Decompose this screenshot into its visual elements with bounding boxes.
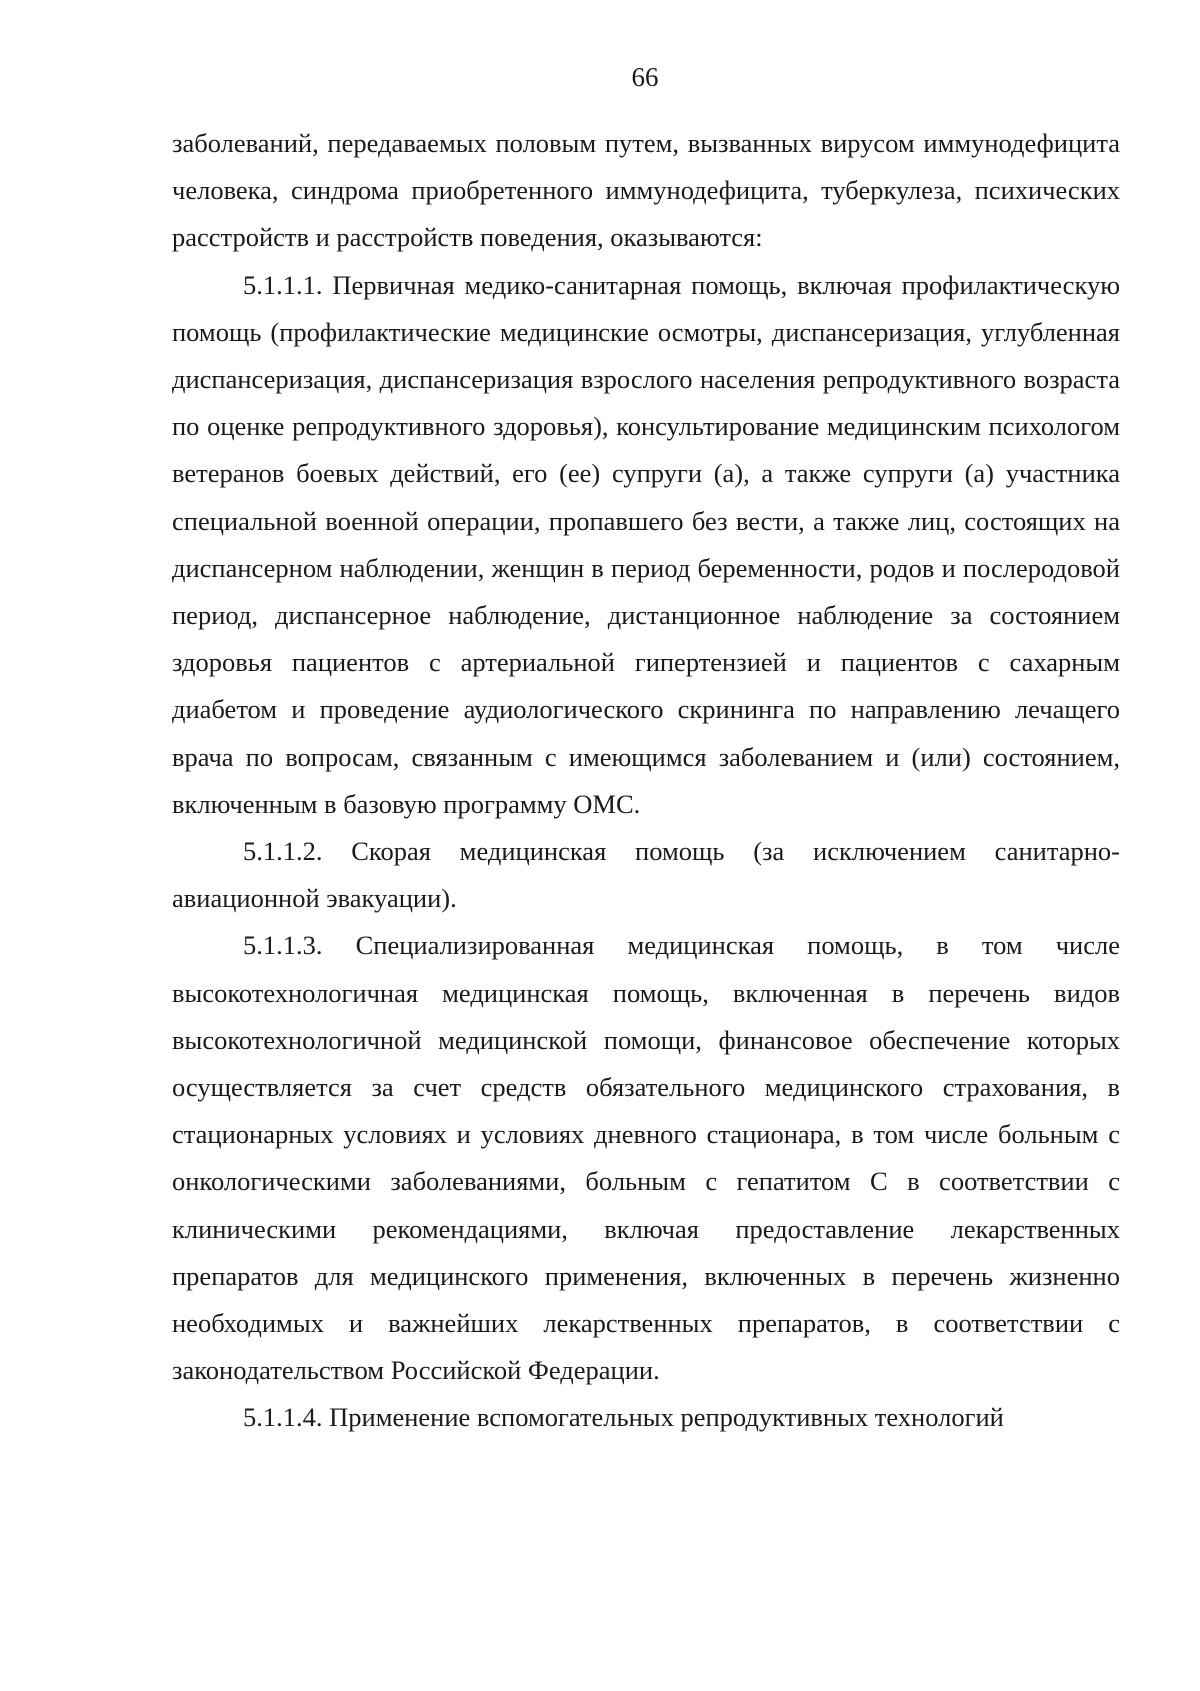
document-body [172, 120, 1120, 1442]
paragraph-5-1-1-1: 5.1.1.1. Первичная медико-санитарная помощь, включая профилактическую помощь (профилактические медицинские осмотры, диспансеризация, углубленная диспансеризация, диспансеризация взрослого населения репродуктивного возраста по оценке репродуктивного здоровья), консультирование медицинским психологом ветеранов боевых действий, его (ее) супруги (а), а также супруги (а) участника специальной военной операции, пропавшего без вести, а также лиц, состоящих на диспансерном наблюдении, женщин в период беременности, родов и послеродовой период, диспансерное наблюдение, дистанционное наблюдение за состоянием здоровья пациентов с артериальной гипертензией и пациентов с сахарным диабетом и проведение аудиологического скрининга по направлению лечащего врача по вопросам, связанным с имеющимся заболеванием и (или) состоянием, включенным в базовую программу ОМС. [172, 269, 1120, 819]
paragraph-5-1-1-3: 5.1.1.3. Специализированная медицинская помощь, в том числе высокотехнологичная медицинская помощь, включенная в перечень видов высокотехнологичной медицинской помощи, финансовое обеспечение которых осуществляется за счет средств обязательного медицинского страхования, в стационарных условиях и условиях дневного стационара, в том числе больным с онкологическими заболеваниями, больным с гепатитом С в соответствии с клиническими рекомендациями, включая предоставление лекарственных препаратов для медицинского применения, включенных в перечень жизненно необходимых и важнейших лекарственных препаратов, в соответствии с законодательством Российской Федерации. [172, 930, 1120, 1386]
paragraph-5-1-1-2: 5.1.1.2. Скорая медицинская помощь (за исключением санитарно-авиационной эвакуации). [172, 836, 1120, 914]
page-number: 66 [631, 62, 659, 92]
paragraph-5-1-1-4: 5.1.1.4. Применение вспомогательных репродуктивных технологий [243, 1402, 1004, 1433]
paragraph-continued-intro: заболеваний, передаваемых половым путем, вызванных вирусом иммунодефицита человека, синдрома приобретенного иммунодефицита, туберкулеза, психических расстройств и расстройств поведения, оказываются: [172, 128, 1120, 253]
